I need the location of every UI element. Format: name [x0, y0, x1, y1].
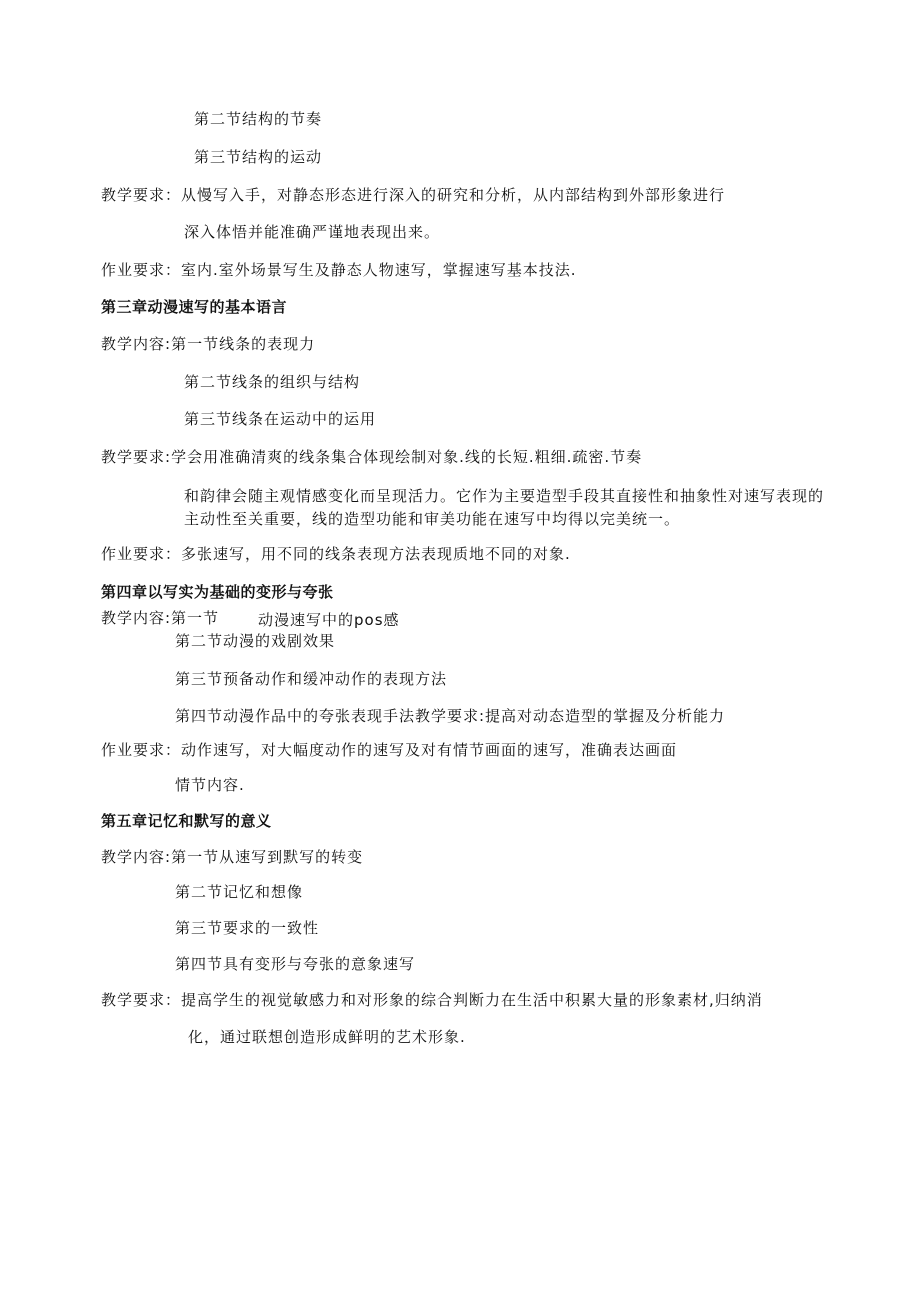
ch2-requirement-label: 教学要求： — [101, 186, 182, 204]
ch2-requirement-line-1: 从慢写入手，对静态形态进行深入的研究和分析，从内部结构到外部形象进行 — [181, 186, 726, 204]
ch5-section-4: 第四节具有变形与夸张的意象速写 — [175, 955, 416, 973]
ch5-section-1: 第一节从速写到默写的转变 — [171, 848, 364, 866]
ch5-requirement-label: 教学要求： — [101, 991, 182, 1009]
ch5-requirement-line-2: 化，通过联想创造形成鲜明的艺术形象. — [188, 1028, 466, 1046]
ch4-title: 第四章以写实为基础的变形与夸张 — [101, 583, 334, 601]
ch4-homework-line-1: 作业要求：动作速写，对大幅度动作的速写及对有情节画面的速写，准确表达画面 — [101, 741, 678, 759]
ch5-section-2: 第二节记忆和想像 — [175, 883, 304, 901]
ch3-requirement — [101, 448, 642, 466]
ch3-title: 第三章动漫速写的基本语言 — [101, 298, 288, 316]
ch4-section-4: 第四节动漫作品中的夸张表现手法教学要求:提高对动态造型的掌握及分析能力 — [175, 707, 726, 725]
ch2-section-2: 第二节结构的节奏 — [194, 110, 323, 128]
ch5-title: 第五章记忆和默写的意义 — [101, 812, 272, 830]
ch2-requirement — [101, 186, 725, 204]
ch5-requirement-line-1: 提高学生的视觉敏感力和对形象的综合判断力在生活中积累大量的形象素材,归纳消 — [181, 991, 763, 1009]
ch3-homework: 作业要求：多张速写，用不同的线条表现方法表现质地不同的对象. — [101, 545, 571, 563]
ch3-content — [101, 335, 315, 353]
ch4-section-1: 动漫速写中的pos感 — [258, 611, 400, 629]
ch2-section-3: 第三节结构的运动 — [194, 148, 323, 166]
ch4-section-3: 第三节预备动作和缓冲动作的表现方法 — [175, 670, 448, 688]
ch4-content-label: 教学内容:第一节 — [101, 609, 220, 627]
ch3-section-1: 第一节线条的表现力 — [171, 335, 316, 353]
ch2-homework: 作业要求：室内.室外场景写生及静态人物速写，掌握速写基本技法. — [101, 261, 577, 279]
ch2-requirement-line-2: 深入体悟并能准确严谨地表现出来。 — [184, 223, 441, 241]
ch5-requirement — [101, 991, 763, 1009]
ch5-content — [101, 848, 363, 866]
ch3-section-3: 第三节线条在运动中的运用 — [184, 410, 377, 428]
ch4-section-2: 第二节动漫的戏剧效果 — [175, 632, 336, 650]
ch3-content-label: 教学内容: — [101, 335, 172, 353]
ch5-section-3: 第三节要求的一致性 — [175, 919, 320, 937]
ch3-section-2: 第二节线条的组织与结构 — [184, 373, 361, 391]
ch4-homework-line-2: 情节内容. — [175, 776, 245, 794]
ch5-content-label: 教学内容: — [101, 848, 172, 866]
ch3-requirement-line-1: 学会用准确清爽的线条集合体现绘制对象.线的长短.粗细.疏密.节奏 — [171, 448, 643, 466]
ch3-requirement-label: 教学要求: — [101, 448, 172, 466]
ch3-requirement-paragraph: 和韵律会随主观情感变化而呈现活力。它作为主要造型手段其直接性和抽象性对速写表现的主动性至关重要，线的造型功能和审美功能在速写中均得以完美统一。 — [184, 487, 825, 528]
